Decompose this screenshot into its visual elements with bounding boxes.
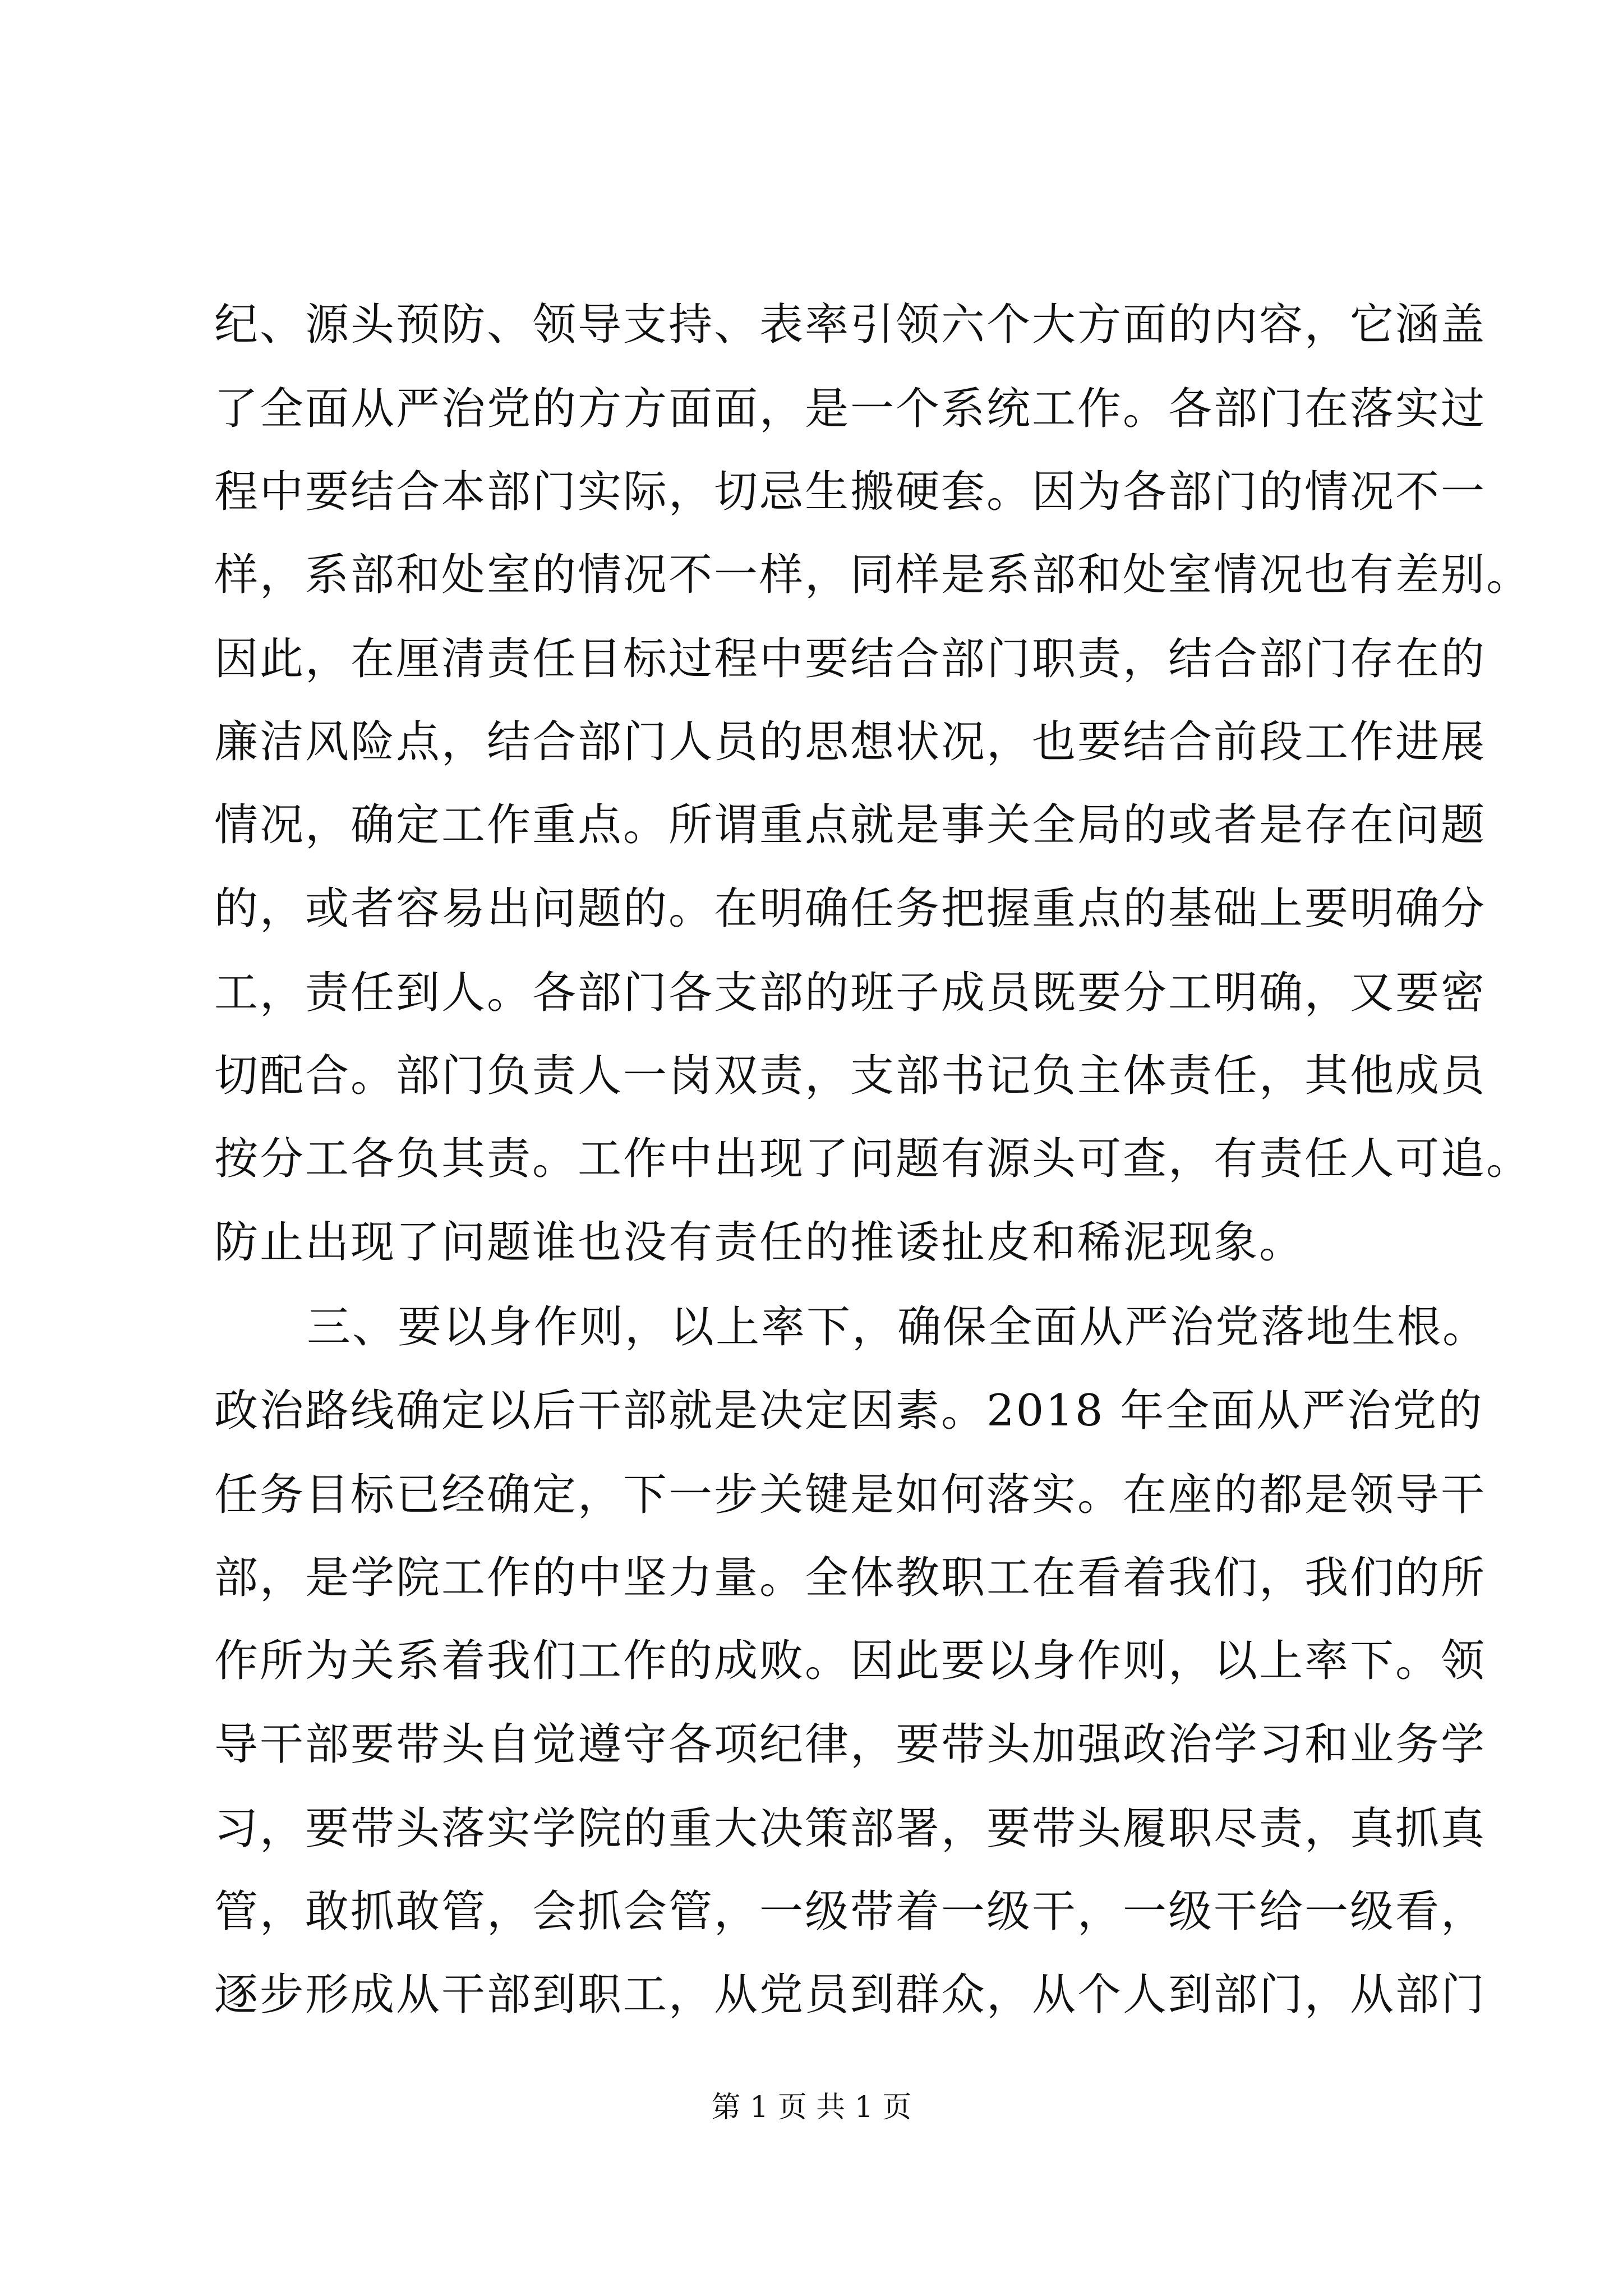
text-line: 了全面从严治党的方方面面，是一个系统工作。各部门在落实过 [214,384,1487,434]
text-line: 习，要带头落实学院的重大决策部署，要带头履职尽责，真抓真 [214,1803,1487,1854]
text-line: 纪、源头预防、领导支持、表率引领六个大方面的内容，它涵盖 [214,300,1487,350]
text-line: 管，敢抓敢管，会抓会管，一级带着一级干，一级干给一级看， [214,1887,1487,1937]
text-line: 逐步形成从干部到职工，从党员到群众，从个人到部门，从部门 [214,1970,1487,2020]
text-line: 工，责任到人。各部门各支部的班子成员既要分工明确，又要密 [214,968,1487,1018]
text-line: 因此，在厘清责任目标过程中要结合部门职责，结合部门存在的 [214,634,1487,684]
text-line: 切配合。部门负责人一岗双责，支部书记负主体责任，其他成员 [214,1051,1487,1101]
section-heading-line: 三、要以身作则，以上率下，确保全面从严治党落地生根。 [307,1302,1488,1352]
text-line: 按分工各负其责。工作中出现了问题有源头可查，有责任人可追。 [214,1134,1532,1184]
text-line: 任务目标已经确定，下一步关键是如何落实。在座的都是领导干 [214,1470,1487,1520]
text-line: 的，或者容易出问题的。在明确任务把握重点的基础上要明确分 [214,884,1487,934]
text-line: 程中要结合本部门实际，切忌生搬硬套。因为各部门的情况不一 [214,467,1487,517]
text-line: 防止出现了问题谁也没有责任的推诿扯皮和稀泥现象。 [214,1217,1305,1268]
text-line: 廉洁风险点，结合部门人员的思想状况，也要结合前段工作进展 [214,717,1487,767]
text-line: 样，系部和处室的情况不一样，同样是系部和处室情况也有差别。 [214,550,1532,600]
text-line: 部，是学院工作的中坚力量。全体教职工在看着我们，我们的所 [214,1553,1487,1603]
text-line: 情况，确定工作重点。所谓重点就是事关全局的或者是存在问题 [214,800,1487,850]
text-line: 导干部要带头自觉遵守各项纪律，要带头加强政治学习和业务学 [214,1719,1487,1770]
text-line: 作所为关系着我们工作的成败。因此要以身作则，以上率下。领 [214,1636,1487,1686]
page-number-footer: 第 1 页 共 1 页 [711,2091,912,2124]
text-line: 政治路线确定以后干部就是决定因素。2018 年全面从严治党的 [214,1386,1484,1436]
